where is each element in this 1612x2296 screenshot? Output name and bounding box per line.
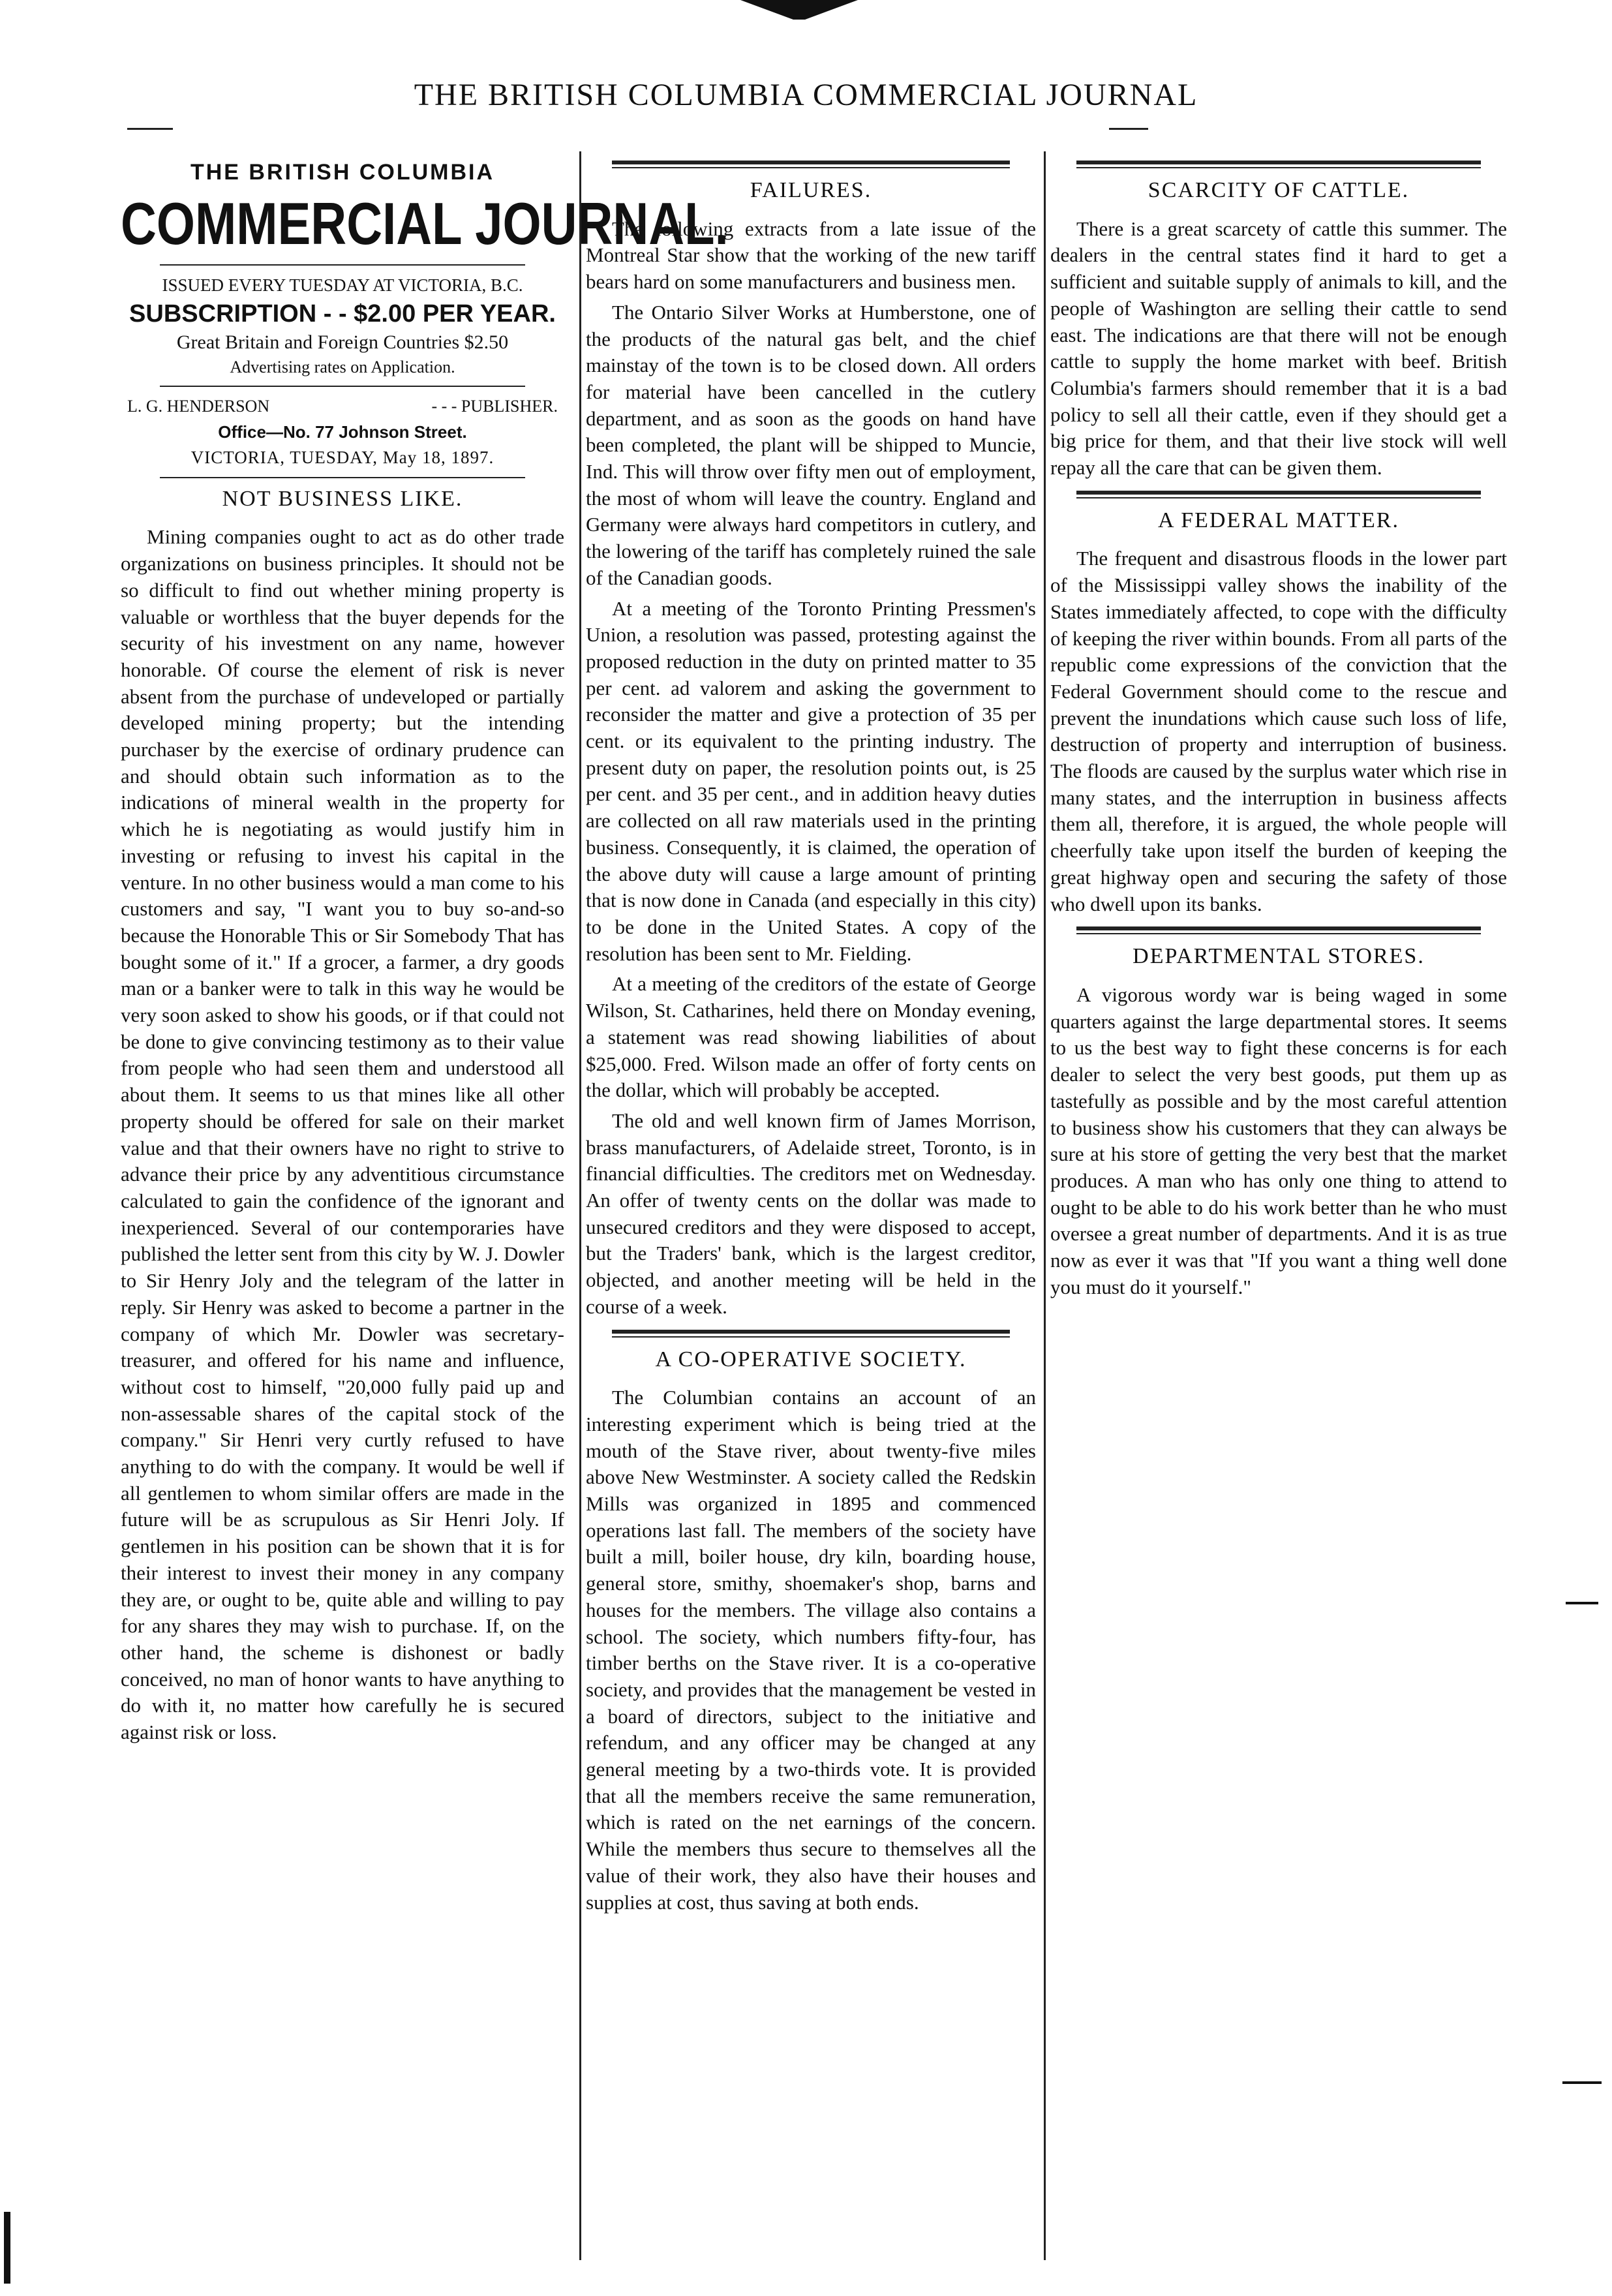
publisher-label: - - - PUBLISHER. bbox=[431, 396, 558, 416]
column-2 bbox=[586, 151, 1036, 2263]
article-paragraph: The following extracts from a late issue of the Montreal Star show that the working of the new tariff bears hard on some manufacturers and business men. bbox=[586, 217, 1036, 294]
section-divider bbox=[612, 161, 1010, 168]
scan-mark-icon bbox=[4, 2212, 10, 2284]
masthead-dateline: VICTORIA, TUESDAY, May 18, 1897. bbox=[190, 447, 494, 467]
article-paragraph: Mining companies ought to act as do other trade organizations on business principles. It should not be so difficult to find out whether mining property is valuable or worthless that the buyer depends for the security of his investment on any name, however honorable. Of course the element of risk is never absent from the purchase of undeveloped or partially developed mining property; but the intending purchaser by the exercise of ordinary prudence can and should obtain such information as to the indications of mineral wealth in the property for which he is negotiating as would justify him in investing or refusing to invest his capital in the venture. In no other business would a man come to his customers and say, "I want you to buy so-and-so because the Honorable This or Sir Somebody That has bought some of it." If a grocer, a farmer, a dry goods man or a banker were to talk in this way he would be very soon asked to show his goods, or if that could not be done to give convincing testimony as to their value from people who had seen them and understood all about them. It seems to us that mines like all other property should be offered for sale on their market value and that their owners have no right to strive to advance their price by any adventitious circumstance calculated to gain the confidence of the ignorant and inexperienced. Several of our contemporaries have published the letter sent from this city by W. J. Dowler to Sir Henry Joly and the telegram of the latter in reply. Sir Henry was asked to become a partner in the company of which Mr. Dowler was secretary-treasurer, and offered for his name and influence, without cost to himself, "20,000 fully paid up and non-assessable shares of the capital stock of the company." Sir Henri very curtly refused to have anything to do with the company. It would be well if all gentlemen to whom similar offers are made in the future will be as scrupulous as Sir Henri Joly. If gentlemen in his position can be shown that it is for their interest to invest their money in any company they are, or ought to be, quite able and willing to pay for any shares they may wish to purchase. If, on the other hand, the scheme is dishonest or badly conceived, no man of honor wants to have anything to do with it, no matter how carefully he is secured against risk or loss. bbox=[121, 525, 564, 1744]
running-head: THE BRITISH COLUMBIA COMMERCIAL JOURNAL bbox=[414, 78, 1198, 112]
column-rule bbox=[1044, 151, 1046, 2260]
header-rule bbox=[127, 128, 173, 130]
article-title: SCARCITY OF CATTLE. bbox=[1148, 178, 1410, 202]
section-divider bbox=[1076, 161, 1481, 168]
article-paragraph: The Ontario Silver Works at Humberstone, one of the products of the natural gas belt, and the chief mainstay of the town is to be closed down. All orders for material have been cancelled in the cutlery department, and as soon as the goods on hand have been completed, the plant will be shipped to Muncie, Ind. This will throw over fifty men out of employment, the most of whom will leave the country. England and Germany were always hard competitors in cutlery, and the lowering of the tariff has completely ruined the sale of the Canadian goods. bbox=[586, 300, 1036, 589]
article-paragraph: The old and well known firm of James Morrison, brass manufacturers, of Adelaide street, Toronto, is in financial difficulties. The creditors met on Wednesday. An offer of twenty cents on the dollar was made to unsecured creditors and they were disposed to accept, but the Traders' bank, which is the largest creditor, objected, and another meeting will be held in the course of a week. bbox=[586, 1109, 1036, 1318]
section-divider bbox=[1076, 926, 1481, 934]
masthead-issued: ISSUED EVERY TUESDAY AT VICTORIA, B.C. bbox=[162, 275, 523, 295]
article-title: NOT BUSINESS LIKE. bbox=[222, 486, 463, 511]
header-rule bbox=[1109, 128, 1148, 130]
article-title: A FEDERAL MATTER. bbox=[1158, 508, 1399, 532]
masthead-rule bbox=[160, 477, 525, 478]
article-title: DEPARTMENTAL STORES. bbox=[1133, 944, 1425, 969]
article-title: FAILURES. bbox=[750, 178, 872, 202]
masthead-rule bbox=[160, 264, 525, 266]
article-paragraph: At a meeting of the creditors of the estate of George Wilson, St. Catharines, held there on Monday evening, a statement was read showing liabilities of about $25,000. Fred. Wilson made an offer of forty cents on the dollar, which will probably be accepted. bbox=[586, 972, 1036, 1102]
article-paragraph: A vigorous wordy war is being waged in some quarters against the large departmental stores. It seems to us the best way to fight these concerns is for each dealer to select the very best goods, put them up as tastefully as possible and by the most careful attention to business show his customers that they can always be sure at his store of getting the very best that the market produces. A man who has only one thing to attend to ought to be able to do his work better than he who must oversee a great number of departments. And it is as true now as ever it was that "If you want a thing well done you must do it yourself." bbox=[1050, 983, 1507, 1298]
masthead-subscription: SUBSCRIPTION - - $2.00 PER YEAR. bbox=[129, 299, 556, 328]
masthead-publisher bbox=[121, 393, 564, 420]
column-rule bbox=[579, 151, 581, 2260]
article-paragraph: The frequent and disastrous floods in the lower part of the Mississippi valley shows the inability of the States immediately affected, to cope with the difficulty of keeping the river within bounds. From all parts of the republic come expressions of the conviction that the Federal Government should come to the rescue and prevent the inundations which cause such loss of life, destruction of property and interruption of business. The floods are caused by the surplus water which rise in many states, and the interruption in business affects them all, therefore, it is argued, the whole people will cheerfully take upon itself the burden of keeping the great highway open and securing the safety of those who dwell upon its banks. bbox=[1050, 547, 1507, 915]
section-divider bbox=[612, 1330, 1010, 1338]
scan-mark-icon bbox=[1566, 1602, 1598, 1604]
scan-mark-icon bbox=[1562, 2081, 1602, 2084]
article-paragraph: The Columbian contains an account of an interesting experiment which is being tried at the mouth of the Stave river, about twenty-five miles above New Westminster. A society called the Redskin Mills was organized in 1895 and commenced operations last fall. The members of the society have built a mill, boiler house, dry kiln, boarding house, general store, smithy, shoemaker's shop, barns and houses for the members. The village also contains a school. The society, which numbers fifty-four, has timber berths on the Stave river. It is a co-operative society, and provides that the management be vested in a board of directors, subject to the initiative and refendum, and any officer may be changed at any general meeting by a two-thirds vote. It is provided that all the members receive the same remuneration, which is rated on the net earnings of the concern. While the members thus secure to themselves all the value of their work, they also have their houses and supplies at cost, thus saving at both ends. bbox=[586, 1386, 1036, 1914]
publisher-name: L. G. HENDERSON bbox=[127, 396, 270, 416]
masthead-small-title: THE BRITISH COLUMBIA bbox=[190, 160, 495, 185]
printer-mark-icon bbox=[740, 0, 858, 20]
article-paragraph: There is a great scarcety of cattle this summer. The dealers in the central states find it hard to get a sufficient and suitable supply of animals to kill, and the people of Washington are selling their cattle to send east. The indications are that there will not be enough cattle to supply the home market with beef. British Columbia's farmers should remember that it is a bad policy to sell all their cattle, even if they should get a big price for them, and that their live stock will well repay all the care that can be given them. bbox=[1050, 217, 1507, 480]
column-3 bbox=[1050, 151, 1507, 2263]
article-paragraph: At a meeting of the Toronto Printing Pressmen's Union, a resolution was passed, protesting against the proposed reduction in the duty on printed matter to 35 per cent. ad valorem and asking the government to reconsider the matter and give a protection of 35 per cent. or its equivalent to the printing industry. The present duty on paper, the resolution points out, is 25 per cent. and 35 per cent., and in addition heavy duties are collected on all raw materials used in the printing business. Consequently, it is claimed, the operation of the above duty will cause a large amount of printing that is now done in Canada (and especially in this city) to be done in the United States. A copy of the resolution has been sent to Mr. Fielding. bbox=[586, 596, 1036, 965]
section-divider bbox=[1076, 491, 1481, 498]
article-title: A CO-OPERATIVE SOCIETY. bbox=[655, 1347, 967, 1371]
masthead-foreign-rate: Great Britain and Foreign Countries $2.50 bbox=[176, 331, 509, 353]
column-1 bbox=[121, 151, 729, 2263]
masthead-office: Office—No. 77 Johnson Street. bbox=[218, 421, 467, 442]
masthead-advertising: Advertising rates on Application. bbox=[230, 357, 455, 376]
masthead-rule bbox=[160, 386, 525, 387]
masthead-title: COMMERCIAL JOURNAL. bbox=[121, 191, 729, 258]
